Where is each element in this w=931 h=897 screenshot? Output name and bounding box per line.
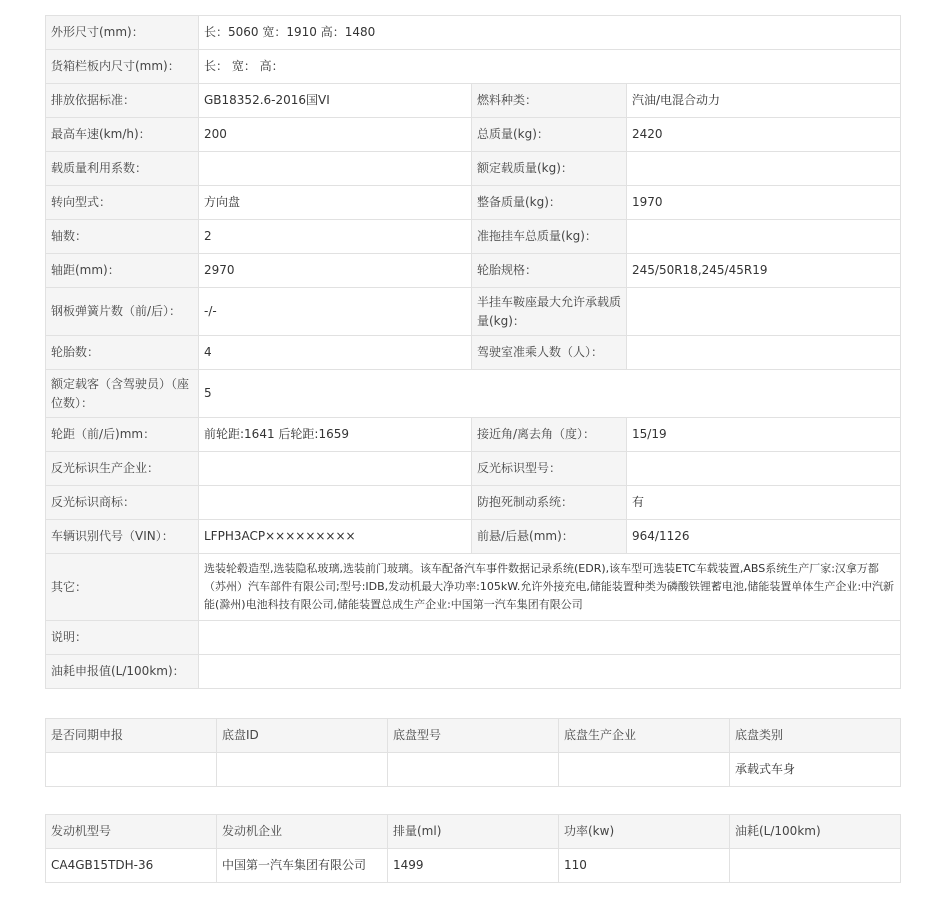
engine-header-cell: 发动机型号 xyxy=(46,815,217,849)
spec-row xyxy=(46,288,901,336)
rated-load-label: 额定载质量(kg)： xyxy=(472,152,627,186)
angles-value: 15/19 xyxy=(627,418,901,452)
engine-cell: 110 xyxy=(559,849,730,883)
engine-cell xyxy=(730,849,901,883)
reflect-maker-value xyxy=(199,452,472,486)
engine-header-cell: 排量(ml) xyxy=(388,815,559,849)
spec-row xyxy=(46,186,901,220)
steering-label: 转向型式： xyxy=(46,186,199,220)
fuel-value: 汽油/电混合动力 xyxy=(627,84,901,118)
reflect-brand-label: 反光标识商标： xyxy=(46,486,199,520)
spec-row xyxy=(46,621,901,655)
engine-table xyxy=(45,814,901,883)
spec-row xyxy=(46,655,901,689)
reflect-model-label: 反光标识型号： xyxy=(472,452,627,486)
chassis-table xyxy=(45,718,901,787)
wheelbase-label: 轴距(mm)： xyxy=(46,254,199,288)
spec-row xyxy=(46,50,901,84)
seats-label: 额定载客（含驾驶员）（座位数）： xyxy=(46,370,199,418)
dims-value: 长：5060 宽：1910 高：1480 xyxy=(199,16,901,50)
axles-label: 轴数： xyxy=(46,220,199,254)
chassis-cell xyxy=(217,753,388,787)
vin-label: 车辆识别代号（VIN）： xyxy=(46,520,199,554)
cargo-value: 长： 宽： 高： xyxy=(199,50,901,84)
emission-label: 排放依据标准： xyxy=(46,84,199,118)
spec-row xyxy=(46,336,901,370)
cargo-label: 货箱栏板内尺寸(mm)： xyxy=(46,50,199,84)
reflect-model-value xyxy=(627,452,901,486)
chassis-header-cell: 底盘类别 xyxy=(730,719,901,753)
rated-load-value xyxy=(627,152,901,186)
spring-label: 钢板弹簧片数（前/后）： xyxy=(46,288,199,336)
tire-spec-value: 245/50R18,245/45R19 xyxy=(627,254,901,288)
spec-row xyxy=(46,370,901,418)
spec-row xyxy=(46,220,901,254)
chassis-header-row xyxy=(46,719,901,753)
abs-label: 防抱死制动系统： xyxy=(472,486,627,520)
spec-row xyxy=(46,152,901,186)
chassis-header-cell: 是否同期申报 xyxy=(46,719,217,753)
chassis-cell: 承载式车身 xyxy=(730,753,901,787)
engine-header-cell: 油耗(L/100km) xyxy=(730,815,901,849)
tow-mass-label: 准拖挂车总质量(kg)： xyxy=(472,220,627,254)
chassis-cell xyxy=(388,753,559,787)
steering-value: 方向盘 xyxy=(199,186,472,220)
spec-row xyxy=(46,254,901,288)
speed-label: 最高车速(km/h)： xyxy=(46,118,199,152)
engine-row xyxy=(46,849,901,883)
total-mass-value: 2420 xyxy=(627,118,901,152)
spec-row xyxy=(46,418,901,452)
overhang-label: 前悬/后悬(mm)： xyxy=(472,520,627,554)
tires-value: 4 xyxy=(199,336,472,370)
fuel-cons-label: 油耗申报值(L/100km)： xyxy=(46,655,199,689)
total-mass-label: 总质量(kg)： xyxy=(472,118,627,152)
saddle-value xyxy=(627,288,901,336)
track-label: 轮距（前/后)mm： xyxy=(46,418,199,452)
chassis-cell xyxy=(46,753,217,787)
other-value: 选装轮毂造型,选装隐私玻璃,选装前门玻璃。该车配备汽车事件数据记录系统(EDR),该车型可选装ETC车载装置,ABS系统生产厂家:汉拿万都（苏州）汽车部件有限公司;型号:IDB,发动机最大净功率:105kW.允许外接充电,储能装置种类为磷酸铁锂蓄电池,储能装置单体生产企业:中汽新能(滁州)电池科技有限公司,储能装置总成生产企业:中国第一汽车集团有限公司 xyxy=(199,554,901,621)
other-label: 其它： xyxy=(46,554,199,621)
curb-mass-value: 1970 xyxy=(627,186,901,220)
vehicle-spec-table xyxy=(45,15,901,689)
reflect-maker-label: 反光标识生产企业： xyxy=(46,452,199,486)
axles-value: 2 xyxy=(199,220,472,254)
chassis-header-cell: 底盘型号 xyxy=(388,719,559,753)
reflect-brand-value xyxy=(199,486,472,520)
engine-header-cell: 发动机企业 xyxy=(217,815,388,849)
overhang-value: 964/1126 xyxy=(627,520,901,554)
speed-value: 200 xyxy=(199,118,472,152)
cab-seats-value xyxy=(627,336,901,370)
chassis-header-cell: 底盘ID xyxy=(217,719,388,753)
cab-seats-label: 驾驶室准乘人数（人）： xyxy=(472,336,627,370)
engine-header-cell: 功率(kw) xyxy=(559,815,730,849)
chassis-header-cell: 底盘生产企业 xyxy=(559,719,730,753)
engine-cell: 中国第一汽车集团有限公司 xyxy=(217,849,388,883)
fuel-label: 燃料种类： xyxy=(472,84,627,118)
spec-row xyxy=(46,520,901,554)
spring-value: -/- xyxy=(199,288,472,336)
spec-row xyxy=(46,118,901,152)
engine-cell: CA4GB15TDH-36 xyxy=(46,849,217,883)
angles-label: 接近角/离去角（度）： xyxy=(472,418,627,452)
note-value xyxy=(199,621,901,655)
spec-row xyxy=(46,452,901,486)
wheelbase-value: 2970 xyxy=(199,254,472,288)
engine-header-row xyxy=(46,815,901,849)
note-label: 说明： xyxy=(46,621,199,655)
fuel-cons-value xyxy=(199,655,901,689)
emission-value: GB18352.6-2016国VI xyxy=(199,84,472,118)
tow-mass-value xyxy=(627,220,901,254)
track-value: 前轮距:1641 后轮距:1659 xyxy=(199,418,472,452)
saddle-label: 半挂车鞍座最大允许承载质量(kg)： xyxy=(472,288,627,336)
chassis-row xyxy=(46,753,901,787)
spec-row xyxy=(46,554,901,621)
spec-row xyxy=(46,16,901,50)
tire-spec-label: 轮胎规格： xyxy=(472,254,627,288)
chassis-cell xyxy=(559,753,730,787)
load-coef-label: 载质量利用系数： xyxy=(46,152,199,186)
seats-value: 5 xyxy=(199,370,901,418)
tires-label: 轮胎数： xyxy=(46,336,199,370)
spec-row xyxy=(46,84,901,118)
engine-cell: 1499 xyxy=(388,849,559,883)
vin-value: LFPH3ACP××××××××× xyxy=(199,520,472,554)
spec-row xyxy=(46,486,901,520)
dims-label: 外形尺寸(mm)： xyxy=(46,16,199,50)
abs-value: 有 xyxy=(627,486,901,520)
curb-mass-label: 整备质量(kg)： xyxy=(472,186,627,220)
load-coef-value xyxy=(199,152,472,186)
